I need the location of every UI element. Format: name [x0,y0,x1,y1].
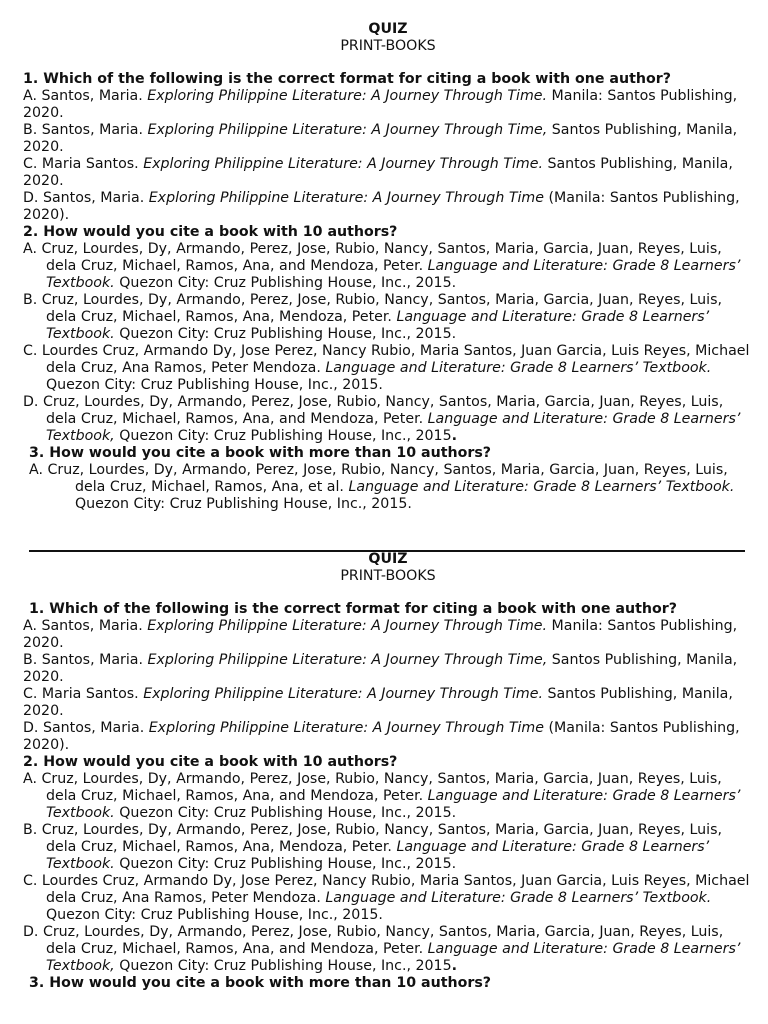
question-2: 2. How would you cite a book with 10 authors? [23,224,398,240]
question-3: 3. How would you cite a book with more than 10 authors? [29,445,492,461]
q2-option-b: B. Cruz, Lourdes, Dy, Armando, Perez, Jose, Rubio, Nancy, Santos, Maria, Garcia, Juan, Reyes, Luis, dela Cruz, Michael, Ramos, Ana, Mendoza, Peter. Language and Literature: Grade 8 Learners’ Textbook. Quezon City: Cruz Publishing House, Inc., 2015. [23,292,723,342]
quiz-sheet-1 [23,21,753,513]
q1-option-b: B. Santos, Maria. Exploring Philippine Literature: A Journey Through Time, Santos Publishing, Manila, 2020. [23,652,738,685]
q2-option-d: D. Cruz, Lourdes, Dy, Armando, Perez, Jose, Rubio, Nancy, Santos, Maria, Garcia, Juan, Reyes, Luis, dela Cruz, Michael, Ramos, Ana, and Mendoza, Peter. Language and Literature: Grade 8 Learners’ Textbook, Quezon City: Cruz Publishing House, Inc., 2015. [23,924,741,974]
q1-option-b: B. Santos, Maria. Exploring Philippine Literature: A Journey Through Time, Santos Publishing, Manila, 2020. [23,122,738,155]
q2-option-c: C. Lourdes Cruz, Armando Dy, Jose Perez, Nancy Rubio, Maria Santos, Juan Garcia, Luis Reyes, Michael dela Cruz, Ana Ramos, Peter Mendoza. Language and Literature: Grade 8 Learners’ Textbook. Quezon City: Cruz Publishing House, Inc., 2015. [23,873,750,923]
q1-option-c: C. Maria Santos. Exploring Philippine Literature: A Journey Through Time. Santos Publishing, Manila, 2020. [23,686,733,719]
q2-option-c: C. Lourdes Cruz, Armando Dy, Jose Perez, Nancy Rubio, Maria Santos, Juan Garcia, Luis Reyes, Michael dela Cruz, Ana Ramos, Peter Mendoza. Language and Literature: Grade 8 Learners’ Textbook. Quezon City: Cruz Publishing House, Inc., 2015. [23,343,750,393]
q1-option-d: D. Santos, Maria. Exploring Philippine Literature: A Journey Through Time (Manila: Santos Publishing, 2020). [23,190,740,223]
q1-option-c: C. Maria Santos. Exploring Philippine Literature: A Journey Through Time. Santos Publishing, Manila, 2020. [23,156,733,189]
q1-option-a: A. Santos, Maria. Exploring Philippine Literature: A Journey Through Time. Manila: Santos Publishing, 2020. [23,618,738,651]
q2-option-b: B. Cruz, Lourdes, Dy, Armando, Perez, Jose, Rubio, Nancy, Santos, Maria, Garcia, Juan, Reyes, Luis, dela Cruz, Michael, Ramos, Ana, Mendoza, Peter. Language and Literature: Grade 8 Learners’ Textbook. Quezon City: Cruz Publishing House, Inc., 2015. [23,822,723,872]
q2-option-d: D. Cruz, Lourdes, Dy, Armando, Perez, Jose, Rubio, Nancy, Santos, Maria, Garcia, Juan, Reyes, Luis, dela Cruz, Michael, Ramos, Ana, and Mendoza, Peter. Language and Literature: Grade 8 Learners’ Textbook, Quezon City: Cruz Publishing House, Inc., 2015. [23,394,741,444]
quiz-title: QUIZ [368,21,408,37]
question-3: 3. How would you cite a book with more than 10 authors? [29,975,492,991]
quiz-sheet-2 [23,551,753,992]
q2-option-a: A. Cruz, Lourdes, Dy, Armando, Perez, Jose, Rubio, Nancy, Santos, Maria, Garcia, Juan, Reyes, Luis, dela Cruz, Michael, Ramos, Ana, and Mendoza, Peter. Language and Literature: Grade 8 Learners’ Textbook. Quezon City: Cruz Publishing House, Inc., 2015. [23,241,741,291]
question-2: 2. How would you cite a book with 10 authors? [23,754,398,770]
question-1: 1. Which of the following is the correct format for citing a book with one author? [23,71,671,87]
q2-option-a: A. Cruz, Lourdes, Dy, Armando, Perez, Jose, Rubio, Nancy, Santos, Maria, Garcia, Juan, Reyes, Luis, dela Cruz, Michael, Ramos, Ana, and Mendoza, Peter. Language and Literature: Grade 8 Learners’ Textbook. Quezon City: Cruz Publishing House, Inc., 2015. [23,771,741,821]
quiz-subtitle: PRINT-BOOKS [340,568,436,584]
q1-option-a: A. Santos, Maria. Exploring Philippine Literature: A Journey Through Time. Manila: Santos Publishing, 2020. [23,88,738,121]
question-1: 1. Which of the following is the correct format for citing a book with one author? [29,601,677,617]
quiz-title: QUIZ [368,551,408,567]
quiz-subtitle: PRINT-BOOKS [340,38,436,54]
q1-option-d: D. Santos, Maria. Exploring Philippine Literature: A Journey Through Time (Manila: Santos Publishing, 2020). [23,720,740,753]
q3-option-a: A. Cruz, Lourdes, Dy, Armando, Perez, Jose, Rubio, Nancy, Santos, Maria, Garcia, Juan, Reyes, Luis, dela Cruz, Michael, Ramos, Ana, et al. Language and Literature: Grade 8 Learners’ Textbook. Quezon City: Cruz Publishing House, Inc., 2015. [29,462,735,512]
